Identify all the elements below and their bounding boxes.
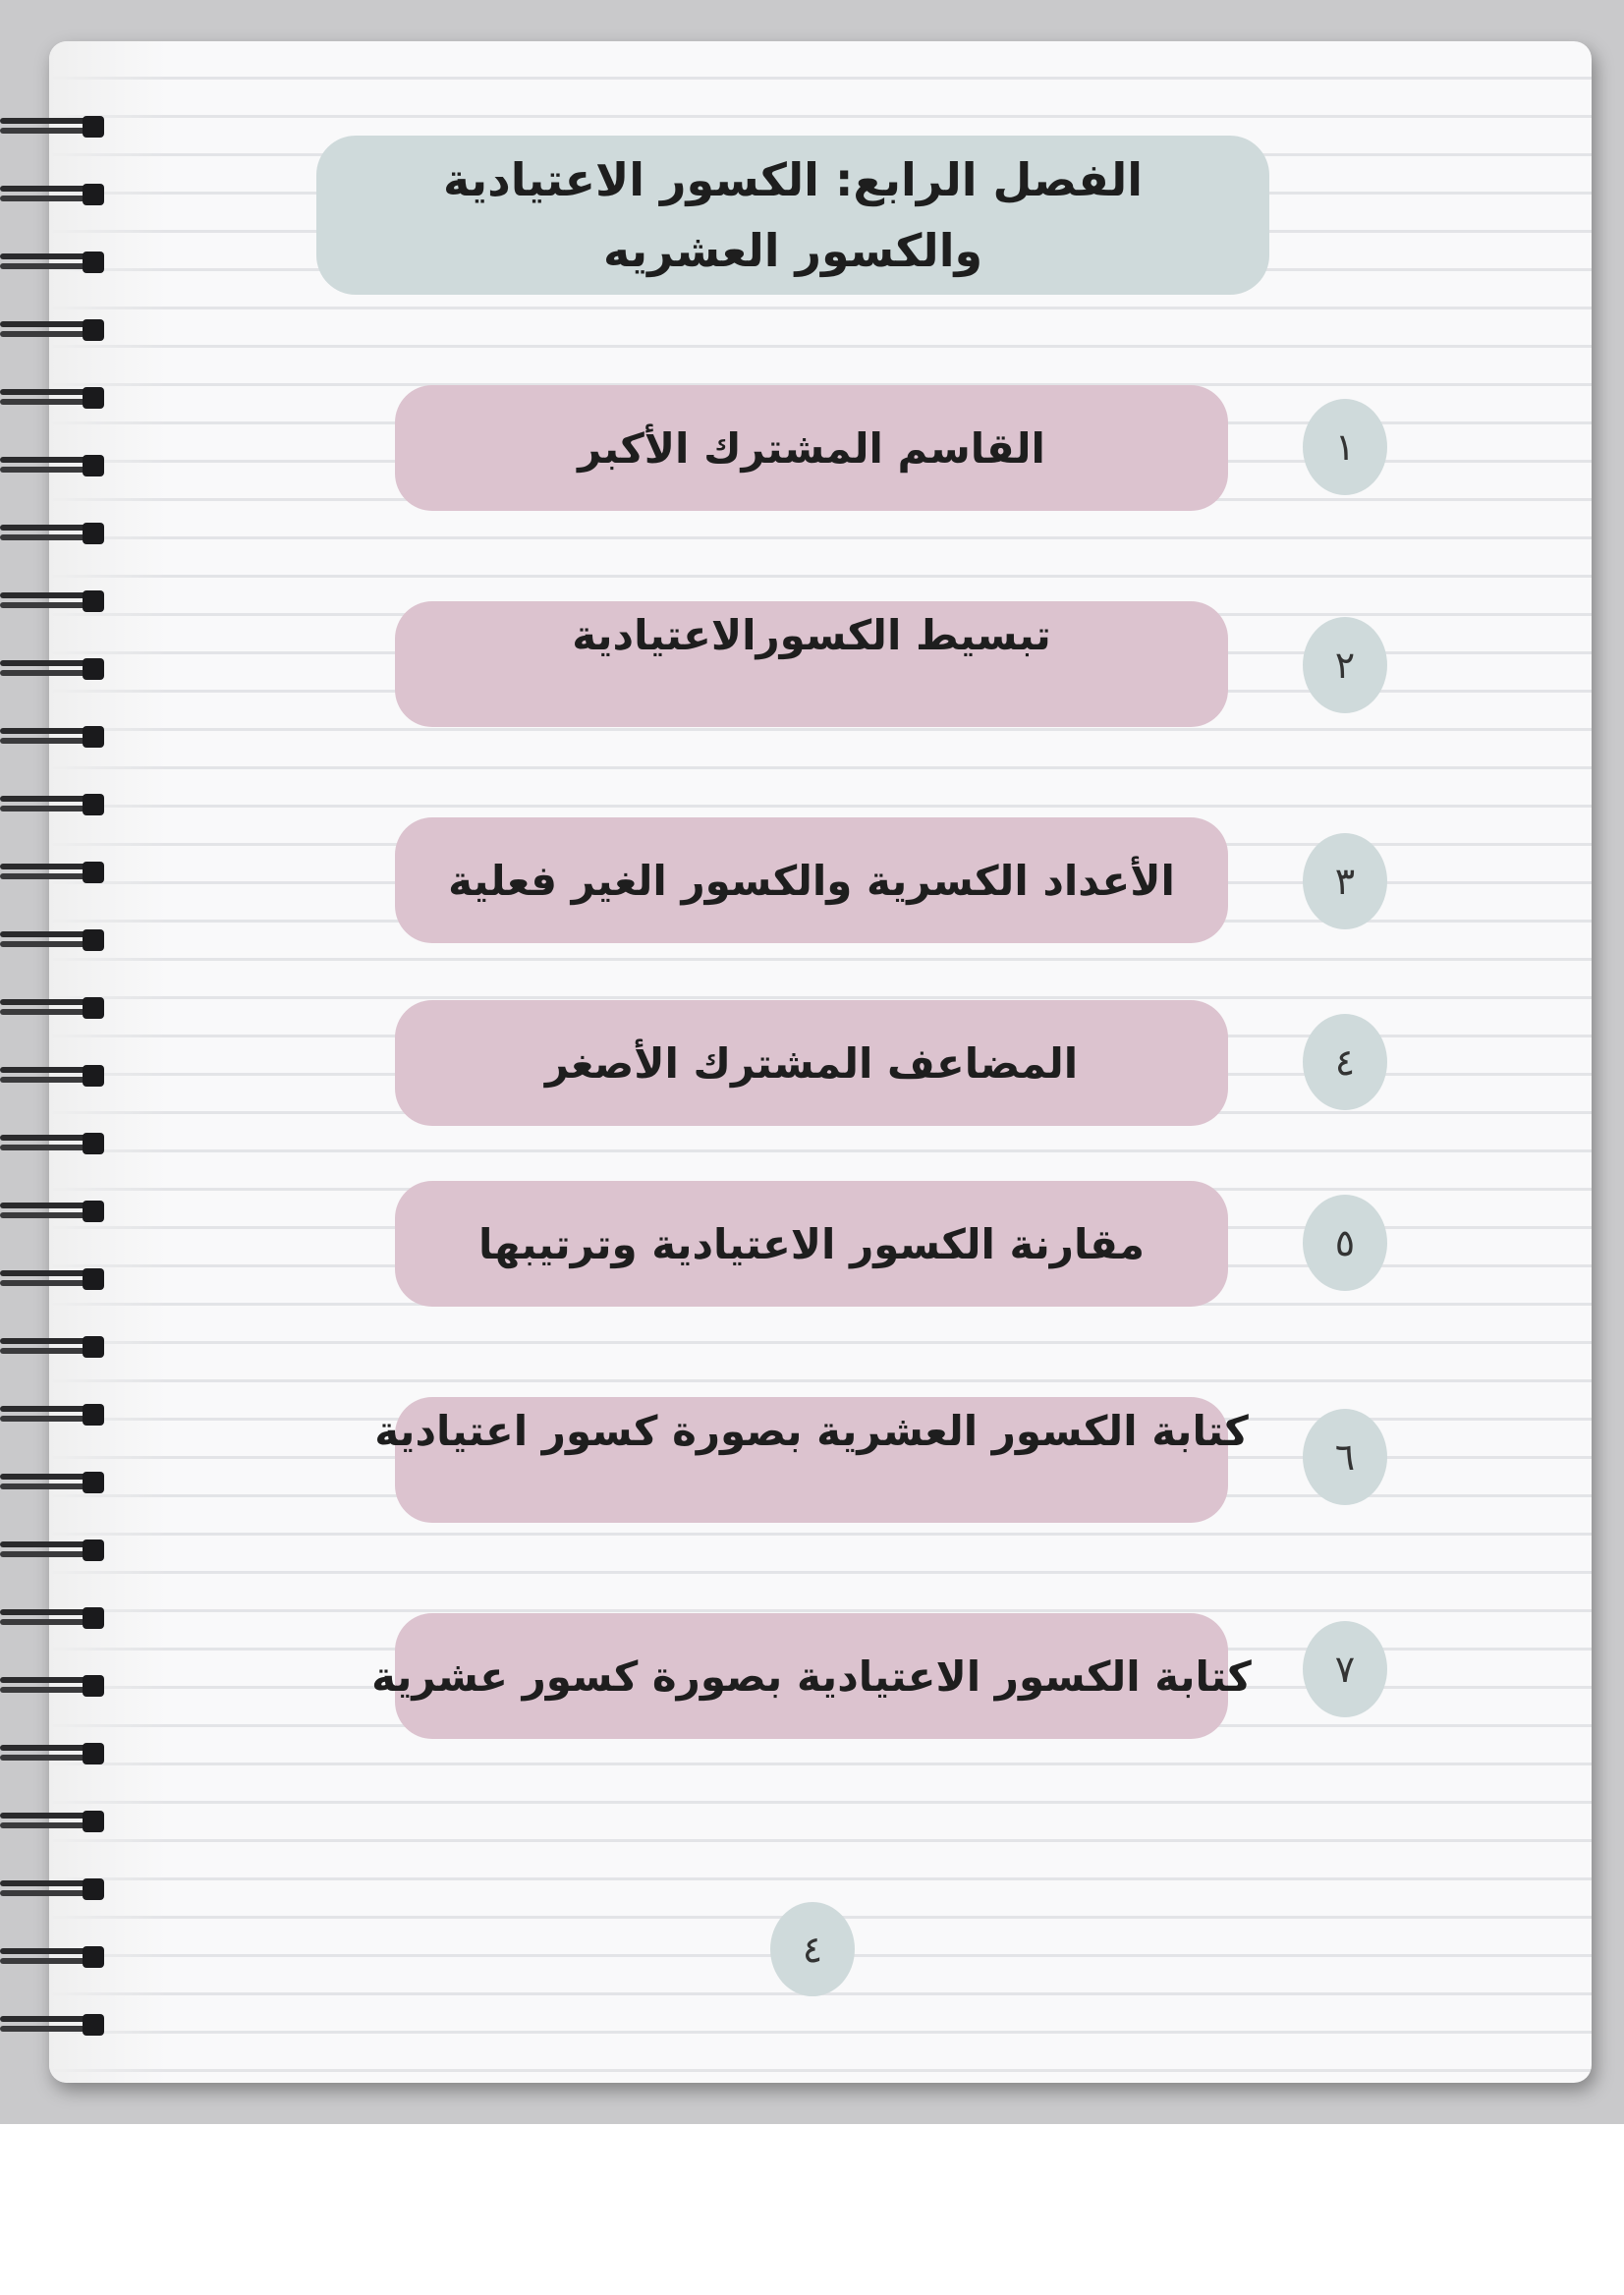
topic-box-3 xyxy=(395,817,1228,943)
spiral-ring xyxy=(0,116,106,145)
spiral-ring xyxy=(0,455,106,484)
topic-label: المضاعف المشترك الأصغر xyxy=(544,1038,1079,1088)
page-number-circle xyxy=(770,1902,855,1996)
spiral-ring xyxy=(0,794,106,823)
topic-number-circle-2 xyxy=(1303,617,1387,713)
spiral-ring xyxy=(0,726,106,756)
topic-number: ٤ xyxy=(1334,1040,1356,1084)
spiral-ring xyxy=(0,929,106,959)
topic-label: كتابة الكسور الاعتيادية بصورة كسور عشرية xyxy=(371,1651,1252,1701)
topic-box-5 xyxy=(395,1181,1228,1307)
spiral-ring xyxy=(0,997,106,1027)
topic-box-2 xyxy=(395,601,1228,727)
spiral-ring xyxy=(0,1878,106,1908)
topic-number-circle-1 xyxy=(1303,399,1387,495)
spiral-ring xyxy=(0,252,106,281)
chapter-title-box xyxy=(316,136,1269,295)
spiral-ring xyxy=(0,1811,106,1840)
spiral-ring xyxy=(0,1065,106,1094)
spiral-ring xyxy=(0,523,106,552)
chapter-title-line-2: والكسور العشريه xyxy=(602,224,983,277)
spiral-ring xyxy=(0,1336,106,1366)
spiral-ring xyxy=(0,1607,106,1637)
spiral-ring xyxy=(0,862,106,891)
topic-number: ٦ xyxy=(1334,1435,1356,1479)
spiral-ring xyxy=(0,1743,106,1772)
topic-number-circle-6 xyxy=(1303,1409,1387,1505)
topic-label: كتابة الكسور العشرية بصورة كسور اعتيادية xyxy=(374,1407,1249,1455)
spiral-ring xyxy=(0,1946,106,1976)
topic-number: ٥ xyxy=(1334,1221,1356,1264)
spiral-ring xyxy=(0,387,106,417)
spiral-ring xyxy=(0,1404,106,1433)
spiral-ring xyxy=(0,1201,106,1230)
topic-number-circle-7 xyxy=(1303,1621,1387,1717)
spiral-ring xyxy=(0,658,106,688)
topic-box-4 xyxy=(395,1000,1228,1126)
topic-label: القاسم المشترك الأكبر xyxy=(578,423,1045,473)
spiral-ring xyxy=(0,1472,106,1501)
spiral-ring xyxy=(0,1268,106,1298)
spiral-ring xyxy=(0,319,106,349)
topic-number: ١ xyxy=(1334,425,1356,469)
topic-number-circle-5 xyxy=(1303,1195,1387,1291)
spiral-ring xyxy=(0,1675,106,1705)
topic-box-1 xyxy=(395,385,1228,511)
topic-label: تبسيط الكسورالاعتيادية xyxy=(572,611,1051,659)
topic-number: ٧ xyxy=(1334,1648,1356,1691)
spiral-ring xyxy=(0,590,106,620)
spiral-ring xyxy=(0,184,106,213)
topic-number-circle-4 xyxy=(1303,1014,1387,1110)
spiral-ring xyxy=(0,1539,106,1569)
spiral-ring xyxy=(0,2014,106,2043)
chapter-title-line-1: الفصل الرابع: الكسور الاعتيادية xyxy=(442,153,1144,206)
topic-label: الأعداد الكسرية والكسور الغير فعلية xyxy=(448,856,1175,905)
topic-number: ٢ xyxy=(1334,644,1356,687)
topic-label: مقارنة الكسور الاعتيادية وترتيبها xyxy=(478,1219,1145,1268)
topic-box-6 xyxy=(374,1397,1249,1523)
topic-number-circle-3 xyxy=(1303,833,1387,929)
spiral-ring xyxy=(0,1133,106,1162)
page-number: ٤ xyxy=(802,1928,823,1971)
spiral-binding-icon xyxy=(0,116,110,2012)
topic-number: ٣ xyxy=(1334,860,1356,903)
topic-box-7 xyxy=(371,1613,1252,1739)
